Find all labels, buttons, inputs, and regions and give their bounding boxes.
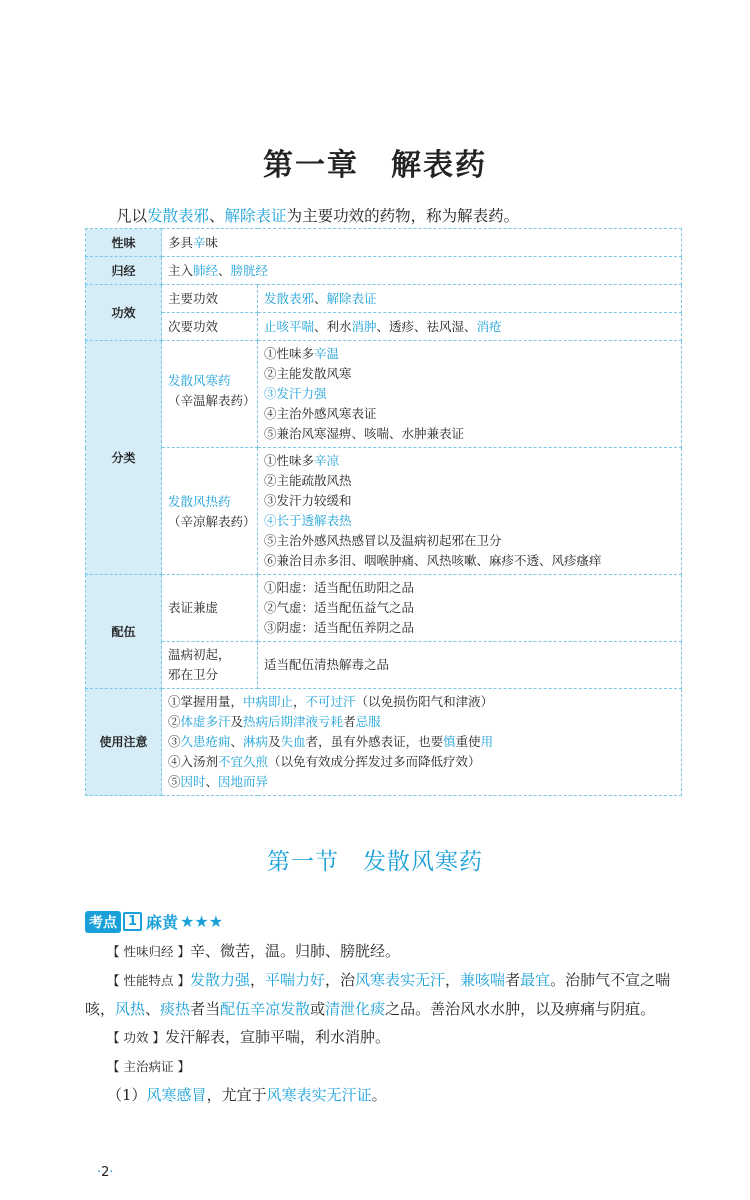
text-xingwei [190,942,400,960]
cold-name: 发散风寒药 [168,373,231,388]
text-span: ，尤宜于 [206,1086,267,1104]
highlight-text: 清泄化痰 [325,1000,386,1018]
highlight-text: 膀胱经 [230,262,269,278]
list-item [168,752,675,772]
row-peiwu-wenbing [86,642,682,689]
rating-stars: ★★★ [180,912,224,931]
highlight-text: 因时 [180,774,206,789]
list-item [264,344,675,364]
wenbing-label-line2: 邪在卫分 [168,667,219,682]
wenbing-label-line1: 温病初起， [168,647,231,662]
text-span: ②主能发散风寒 [264,366,352,381]
text-span: 或 [310,1000,326,1018]
text-span: ⑤主治外感风热感冒以及温病初起邪在卫分 [264,533,502,548]
text-span: （以免损伤阳气和津液） [355,694,494,709]
text-span: ⑥兼治目赤多泪、咽喉肿痛、风热咳嗽、麻疹不透、风疹瘙痒 [264,553,602,568]
cell-heat-name [162,448,258,575]
para-zhuzhi [85,1052,685,1081]
list-item [264,384,675,404]
highlight-text: 忌服 [355,714,381,729]
highlight-text: 平喘力好 [264,971,325,989]
text-span: 者当 [190,1000,221,1018]
text-span: 为主要功效的药物，称为解表药。 [286,207,520,225]
list-item [264,404,675,424]
row-gongxiao-main [86,285,682,313]
text-span: ， [249,971,265,989]
highlight-text: 不可过汗 [305,694,356,709]
text-span: 发汗解表，宣肺平喘，利水消肿。 [164,1028,390,1046]
text-span: 、 [218,262,231,278]
highlight-text: 发散力强 [189,971,250,989]
text-span: 者 [505,971,521,989]
heat-name: 发散风热药 [168,494,231,509]
row-guijing [86,257,682,285]
text-span: 及 [230,714,244,729]
highlight-text: 风寒表实无汗证 [266,1086,372,1104]
text-span: 、利水 [314,318,352,334]
list-item [264,491,675,511]
list-item [168,732,675,752]
cell-heat-items [258,448,682,575]
cell-main-label: 主要功效 [162,285,258,313]
section-title: 第一节 发散风寒药 [267,849,483,875]
text-span: 、 [145,1000,161,1018]
row-fenlei-cold [86,341,682,448]
highlight-text: ③发汗力强 [264,386,327,401]
cell-wenbing-text: 适当配伍清热解毒之品 [258,642,682,689]
label-xingneng: 【 性能特点 】 [107,973,190,988]
page-dot-right: · [109,1165,114,1180]
highlight-text: 风热 [115,1000,146,1018]
text-span: 者，虽有外感表证，也要 [305,734,444,749]
page-dot-left: · [97,1165,102,1180]
page-number [97,1165,114,1180]
para-xingneng [85,966,685,1024]
text-span: 及 [268,734,281,749]
highlight-text: 慎 [443,734,456,749]
cell-label-peiwu: 配伍 [86,575,162,689]
text-span: ， [293,694,306,709]
row-xingwei [86,229,682,257]
highlight-text: 痰热 [160,1000,191,1018]
text-span: ②主能疏散风热 [264,473,352,488]
text-span: ③ [168,734,181,749]
text-span: ④入汤剂 [168,754,219,769]
highlight-text: 用 [480,734,494,749]
highlight-text: 辛 [193,234,206,250]
text-span: 辛、微苦，温。归肺、膀胱经。 [189,942,400,960]
cell-cold-items [258,341,682,448]
intro-text [116,204,519,226]
highlight-text: 体虚多汗 [180,714,231,729]
cell-wenbing-label [162,642,258,689]
biaozheng-item: ③阴虚：适当配伍养阴之品 [264,620,415,635]
text-span: ② [168,714,181,729]
cell-biaozheng-label: 表证兼虚 [162,575,258,642]
cell-label-xingwei: 性味 [86,229,162,257]
text-span: 。治肺气不宣之喘咳， [85,971,671,1018]
cold-alias: （辛温解表药） [168,393,256,408]
highlight-text: 发散表邪 [264,290,315,306]
list-item [264,451,675,471]
cell-xingwei-text [162,229,682,257]
highlight-text: 失血 [280,734,306,749]
biaozheng-item: ②气虚：适当配伍益气之品 [264,600,415,615]
text-span: （1） [107,1086,147,1104]
highlight-text: 久患疮痈 [180,734,231,749]
highlight-text: 风寒表实无汗 [355,971,446,989]
cell-zhuyi-items [162,689,682,796]
highlight-text: 止咳平喘 [264,318,315,334]
highlight-text: 解除表证 [326,290,377,306]
highlight-text: 兼咳喘 [460,971,506,989]
highlight-text: 不宜久煎 [218,754,269,769]
summary-table [85,228,682,796]
text-span: ⑤ [168,774,181,789]
list-item [264,511,675,531]
label-zhuzhi: 【 主治病证 】 [107,1059,190,1074]
highlight-text: 辛凉 [314,453,340,468]
cell-guijing-text [162,257,682,285]
text-span: 、透疹、祛风湿、 [376,318,477,334]
highlight-text: ④长于透解表热 [264,513,352,528]
label-xingwei: 【 性味归经 】 [107,944,190,959]
highlight-text: 热病后期津液亏耗 [243,714,344,729]
highlight-text: 解除表证 [224,207,287,225]
highlight-text: 因地而异 [218,774,269,789]
highlight-text: 肺经 [193,262,219,278]
text-span: ①性味多 [264,453,315,468]
kaodian-number: 1 [123,912,142,931]
highlight-text: 发散表邪 [147,207,210,225]
kaodian-badge: 考点 [85,911,121,933]
list-item [264,551,675,571]
highlight-text: 消疮 [476,318,502,334]
highlight-text: 风寒感冒 [146,1086,207,1104]
text-span: 、 [314,290,327,306]
text-span: 凡以 [116,207,148,225]
cell-biaozheng-items [258,575,682,642]
cell-sub-label: 次要功效 [162,313,258,341]
text-span: ①性味多 [264,346,315,361]
para-gongxiao [85,1023,685,1052]
kaodian-heading [85,910,223,933]
text-span: ⑤兼治风寒湿痹、咳喘、水肿兼表证 [264,426,465,441]
row-zhuyi [86,689,682,796]
chapter-title: 第一章 解表药 [263,148,487,183]
highlight-text: 消肿 [351,318,377,334]
row-peiwu-biaozheng [86,575,682,642]
page-number-value: 2 [101,1165,110,1180]
cell-label-guijing: 归经 [86,257,162,285]
cell-label-zhuyi: 使用注意 [86,689,162,796]
text-span: 、 [205,774,219,789]
text-span: 。 [371,1086,387,1104]
cell-main-text [258,285,682,313]
list-item [264,364,675,384]
highlight-text: 中病即止 [243,694,294,709]
text-span: ，治 [325,971,356,989]
text-span: 多具 [168,234,194,250]
heat-alias: （辛凉解表药） [168,514,256,529]
text-span: ①掌握用量， [168,694,244,709]
highlight-text: 辛温 [314,346,340,361]
highlight-text: 配伍辛凉发散 [220,1000,311,1018]
text-span: （以免有效成分挥发过多而降低疗效） [268,754,481,769]
para-item1 [85,1081,685,1110]
text-span: ④主治外感风寒表证 [264,406,377,421]
highlight-text: 淋病 [243,734,269,749]
text-span: ③发汗力较缓和 [264,493,352,508]
row-fenlei-heat [86,448,682,575]
list-item [168,712,675,732]
text-span: 味 [205,234,219,250]
highlight-text: 最宜 [520,971,551,989]
para-xingwei [85,937,685,966]
row-gongxiao-sub [86,313,682,341]
biaozheng-item: ①阳虚：适当配伍助阳之品 [264,580,415,595]
text-gongxiao [165,1028,390,1046]
list-item [264,424,675,444]
list-item [168,692,675,712]
text-span: 、 [209,207,225,225]
cell-cold-name [162,341,258,448]
text-span: 之品。善治风水水肿，以及痹痛与阴疽。 [385,1000,656,1018]
label-gongxiao: 【 功效 】 [107,1030,165,1045]
text-span: 重使 [455,734,481,749]
kaodian-title: 麻黄 [146,913,179,932]
text-span: 、 [230,734,244,749]
text-span: 主入 [168,262,194,278]
list-item [264,531,675,551]
cell-sub-text [258,313,682,341]
list-item [264,471,675,491]
list-item [168,772,675,792]
text-span: 者 [343,714,356,729]
cell-label-gongxiao: 功效 [86,285,162,341]
cell-label-fenlei: 分类 [86,341,162,575]
text-span: ， [445,971,461,989]
